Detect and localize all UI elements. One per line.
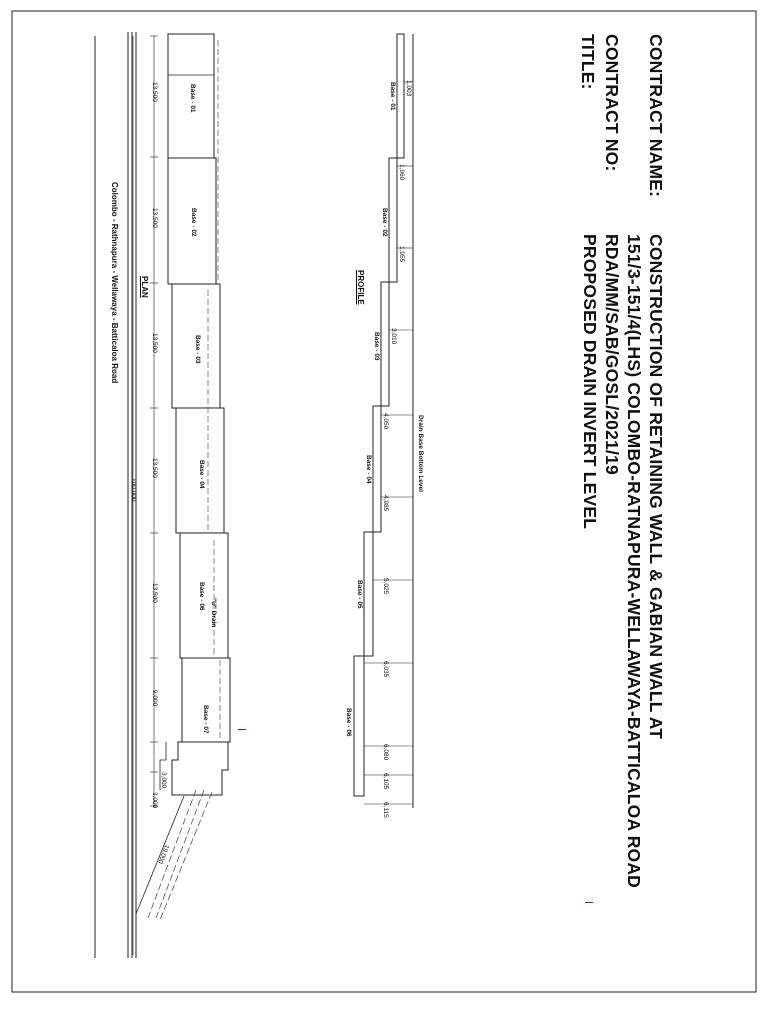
segment-dimension: 9,000 [151,690,158,707]
level-value: 6,035 [382,661,389,678]
plan-base-label: Base - 04 [198,460,205,489]
plan-stepped-tail [172,742,230,795]
segment-dimension: 3,000 [151,792,158,809]
level-value: 1,960 [398,164,405,181]
level-value: 4,050 [382,413,389,430]
u-drain-label: "U" Drain [210,598,217,628]
profile-base-label: Base - 06 [345,708,352,737]
profile-base-05 [364,532,373,656]
level-value: 4,985 [382,495,389,512]
level-value: 3,010 [390,328,397,345]
level-value: 1,003 [405,80,412,97]
plan-base-label: Base - 03 [194,335,201,364]
profile-base-04 [373,406,381,532]
level-value: 5,025 [382,578,389,595]
segment-dimension: 3,000 [160,772,167,789]
segment-dimension: 13,500 [151,82,158,102]
plan-base-label: Base - 02 [190,208,197,237]
blue-mark [585,902,593,903]
segment-dimension: 13,500 [151,583,158,603]
profile-base-label: Base - 02 [381,208,388,237]
segment-dimension: 13,500 [151,458,158,478]
title-label: TITLE: [578,34,598,90]
level-value: 6,105 [382,773,389,790]
profile-base-03 [381,282,389,406]
road-name: Colombo - Rathnapura - Wellawaya - Batticaloa Road [110,182,119,384]
contract-name-line2: 151/3-151/4(LHS) COLOMBO-RATNAPURA-WELLAWAYA-BATTICALOA ROAD [624,234,644,889]
level-value: 1,955 [398,246,405,263]
drain-base-bottom-level-note: Drain Base Bottom Level [417,415,424,492]
contract-no-value: RDA/MM/SAB/GOSL/2021/19 [602,234,622,475]
plan-heading: PLAN [140,276,149,298]
profile-base-02 [389,158,397,282]
level-value: 6,115 [382,802,389,818]
contract-no-label: CONTRACT NO: [602,34,622,172]
plan-base-label: Base - 01 [189,84,196,113]
profile-base-06 [354,656,364,796]
plan-base-label: Base - 06 [198,582,205,611]
plan-diagonal-drain [148,790,196,918]
profile-base-01 [397,34,404,158]
diagonal-dimension: 19,000 [156,843,170,865]
contract-name-label: CONTRACT NAME: [646,34,666,198]
profile-base-label: Base - 03 [373,332,380,361]
profile-base-label: Base - 05 [356,580,363,609]
contract-name-line1: CONSTRUCTION OF RETAINING WALL & GABIAN WALL AT [646,234,666,740]
profile-base-label: Base - 04 [365,455,372,484]
profile-base-label: Base - 01 [389,82,396,111]
title-value: PROPOSED DRAIN INVERT LEVEL [580,234,600,530]
plan-base-label: Base - 07 [202,705,209,734]
level-value: 6,080 [382,744,389,761]
blue-mark [238,729,246,730]
segment-dimension: 13,500 [151,208,158,228]
segment-dimension: 13,500 [151,333,158,353]
total-dimension: 100,000 [130,478,137,502]
profile-heading: PROFILE [356,270,365,305]
